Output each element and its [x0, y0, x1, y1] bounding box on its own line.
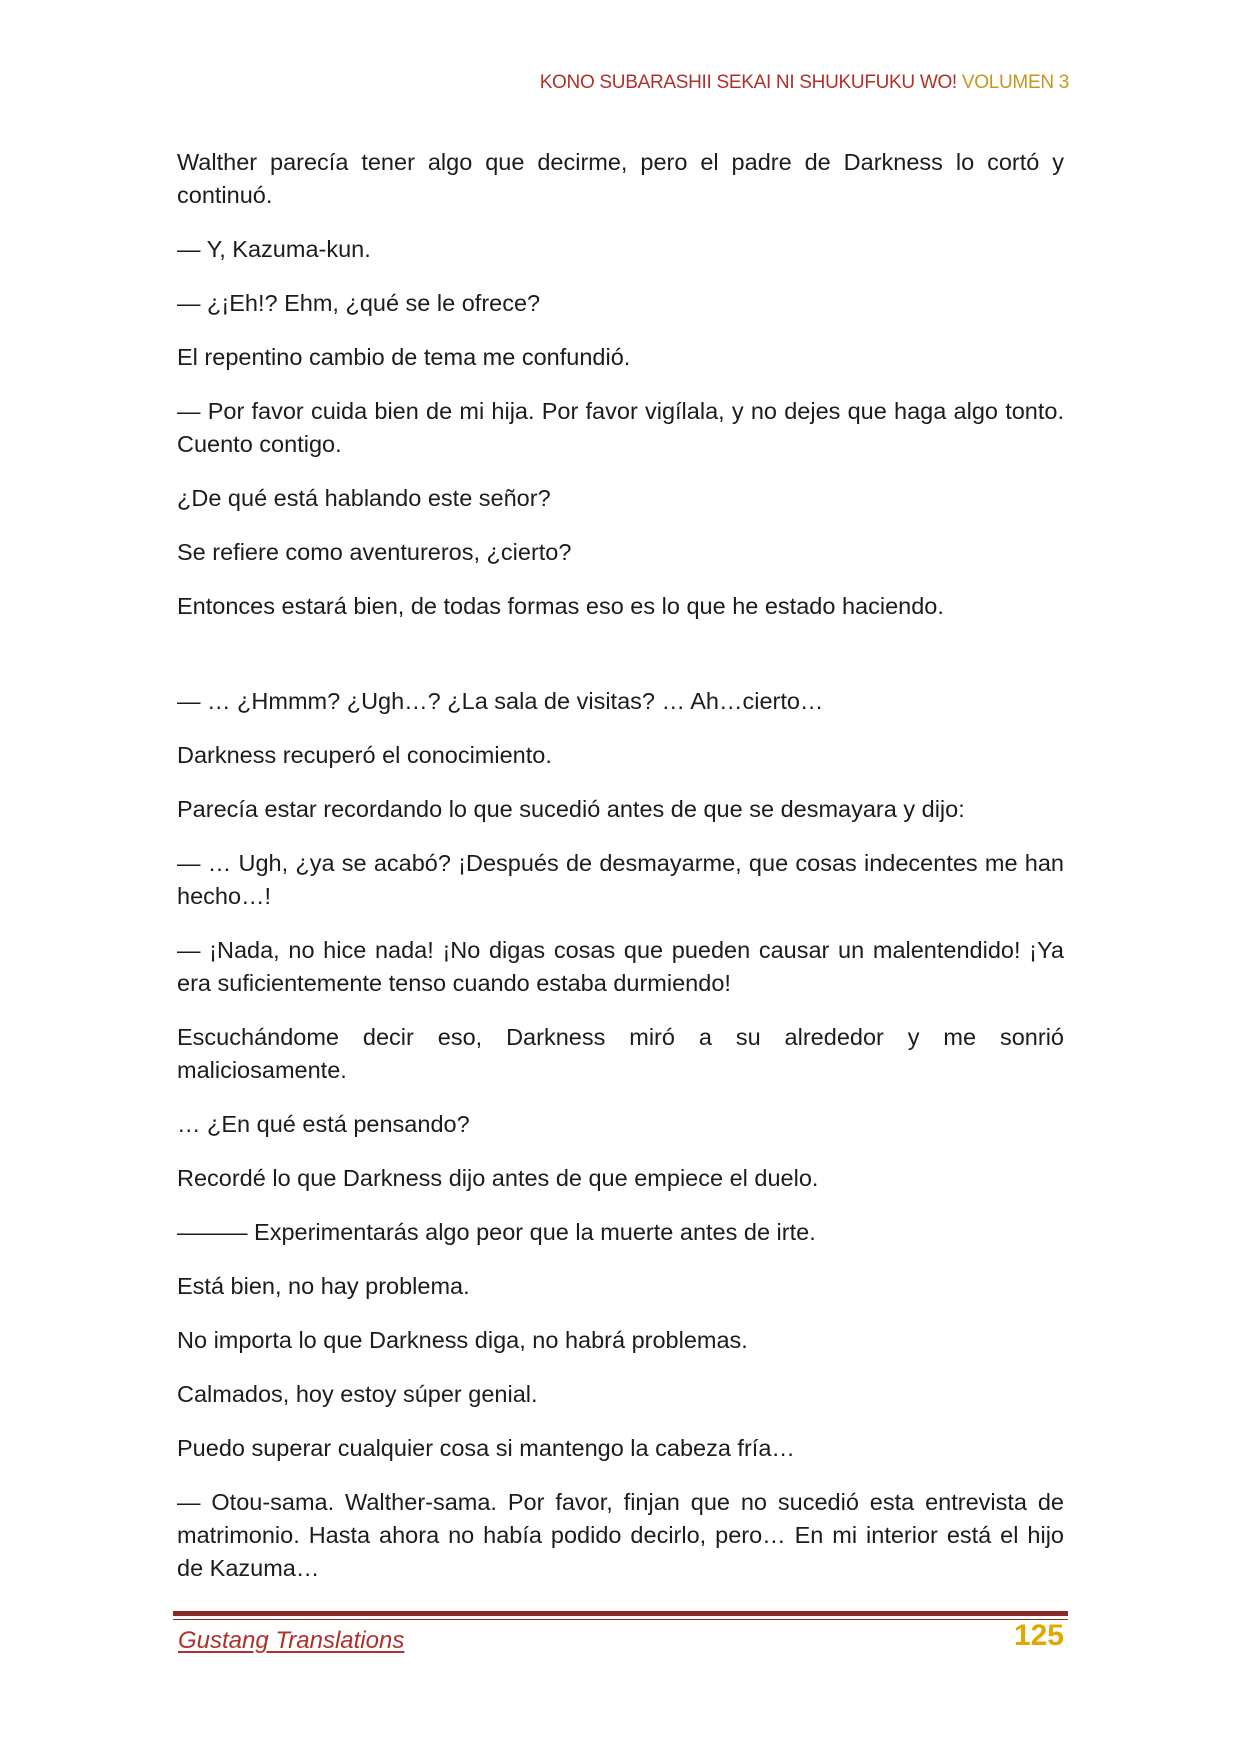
scene-break — [177, 623, 1064, 685]
paragraph: … ¿En qué está pensando? — [177, 1111, 470, 1137]
paragraph: ¿De qué está hablando este señor? — [177, 485, 551, 511]
footer-credit: Gustang Translations — [178, 1627, 405, 1654]
paragraph: — … Ugh, ¿ya se acabó? ¡Después de desmayarme, que cosas indecentes me han hecho…! — [177, 850, 1064, 909]
paragraph: Darkness recuperó el conocimiento. — [177, 742, 552, 768]
paragraph: Calmados, hoy estoy súper genial. — [177, 1381, 538, 1407]
footer-rule-thin — [173, 1619, 1068, 1620]
paragraph: No importa lo que Darkness diga, no habrá problemas. — [177, 1327, 748, 1353]
paragraph: Recordé lo que Darkness dijo antes de que empiece el duelo. — [177, 1165, 819, 1191]
paragraph: — ¿¡Eh!? Ehm, ¿qué se le ofrece? — [177, 290, 541, 316]
paragraph: Escuchándome decir eso, Darkness miró a su alrededor y me sonrió maliciosamente. — [177, 1024, 1064, 1083]
paragraph: — Otou-sama. Walther-sama. Por favor, finjan que no sucedió esta entrevista de matrimonio. Hasta ahora no había podido decirlo, pero… En mi interior está el hijo de Kazuma… — [177, 1489, 1064, 1581]
paragraph: — ¡Nada, no hice nada! ¡No digas cosas que pueden causar un malentendido! ¡Ya era suficientemente tenso cuando estaba durmiendo! — [177, 937, 1064, 996]
page-body — [177, 146, 1064, 1585]
header-volume: VOLUMEN 3 — [961, 72, 1069, 93]
paragraph: — Por favor cuida bien de mi hija. Por favor vigílala, y no dejes que haga algo tonto. Cuento contigo. — [177, 398, 1064, 457]
footer-rule-thick — [173, 1611, 1068, 1616]
page-number: 125 — [1013, 1619, 1064, 1652]
paragraph: Entonces estará bien, de todas formas eso es lo que he estado haciendo. — [177, 593, 944, 619]
paragraph: ——— Experimentarás algo peor que la muerte antes de irte. — [177, 1219, 816, 1245]
running-header — [540, 72, 1069, 94]
paragraph: Walther parecía tener algo que decirme, pero el padre de Darkness lo cortó y continuó. — [177, 149, 1064, 208]
paragraph: Está bien, no hay problema. — [177, 1273, 470, 1299]
paragraph: Puedo superar cualquier cosa si mantengo la cabeza fría… — [177, 1435, 795, 1461]
paragraph: El repentino cambio de tema me confundió. — [177, 344, 631, 370]
paragraph: Se refiere como aventureros, ¿cierto? — [177, 539, 572, 565]
header-series-title: KONO SUBARASHII SEKAI NI SHUKUFUKU WO! — [539, 72, 962, 93]
paragraph: — … ¿Hmmm? ¿Ugh…? ¿La sala de visitas? … Ah…cierto… — [177, 688, 824, 714]
paragraph: — Y, Kazuma-kun. — [177, 236, 371, 262]
paragraph: Parecía estar recordando lo que sucedió antes de que se desmayara y dijo: — [177, 796, 965, 822]
